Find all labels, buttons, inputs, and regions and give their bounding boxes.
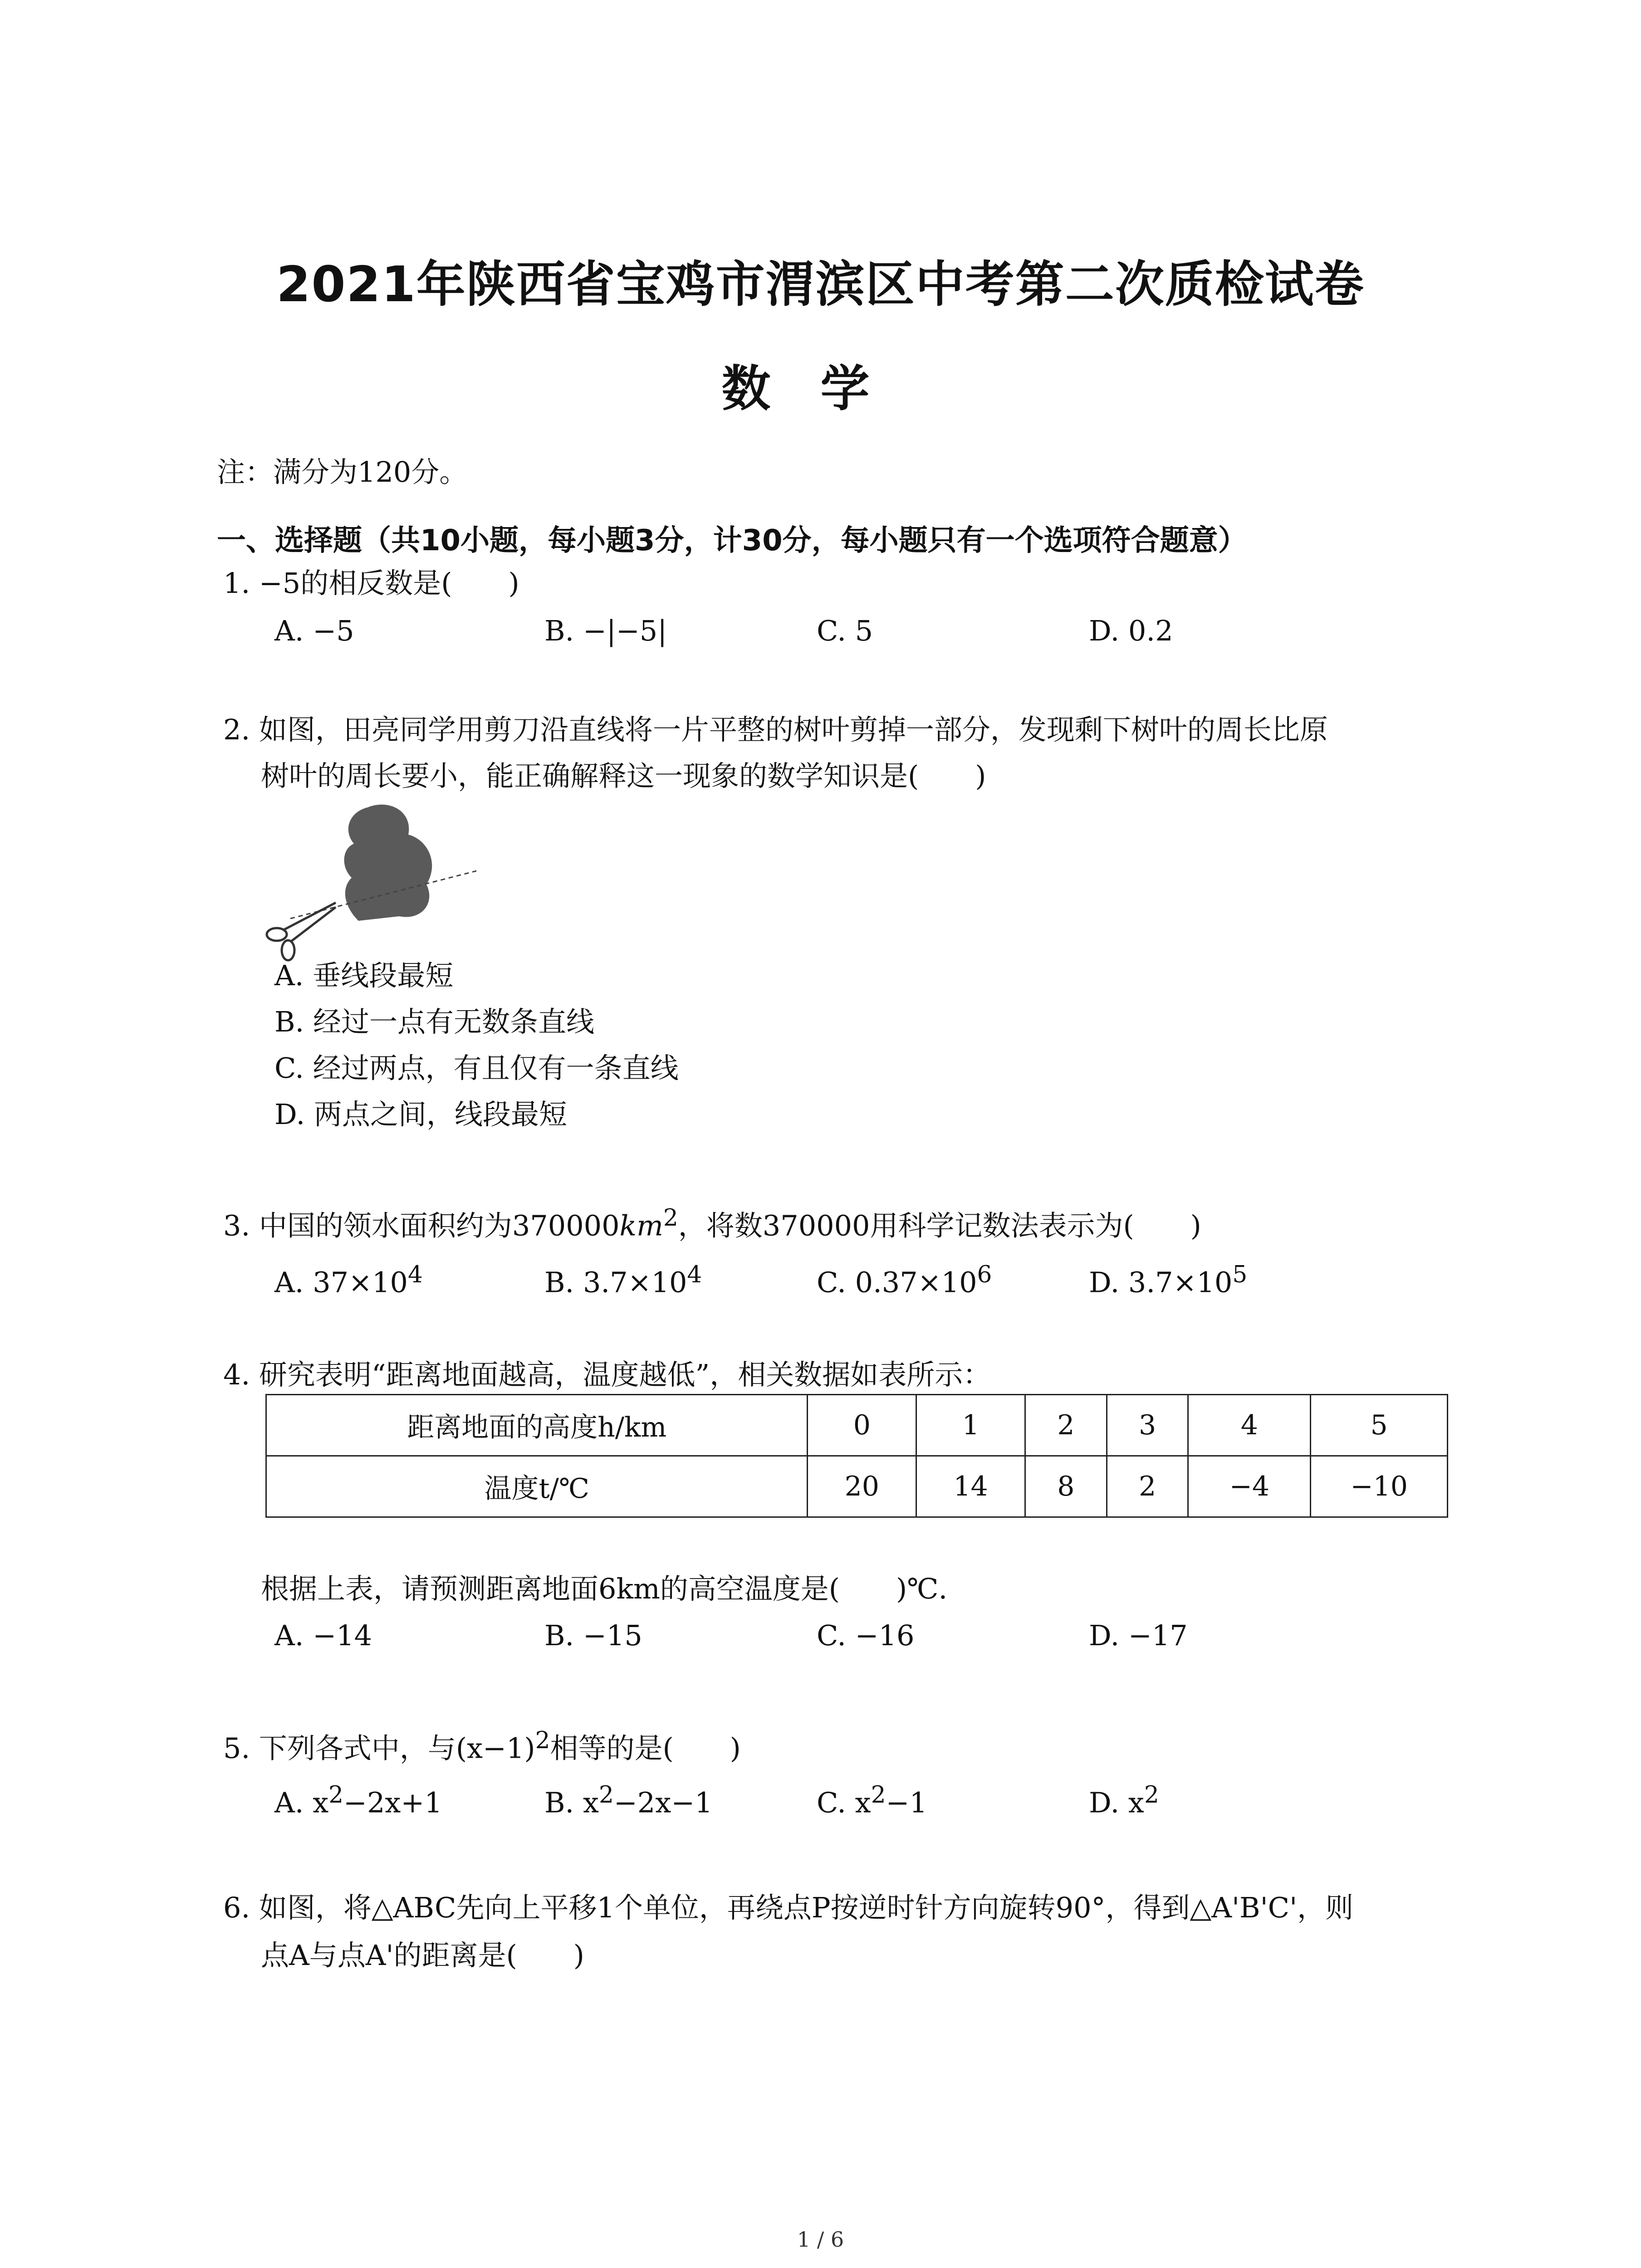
table-cell: 8 [1025,1456,1107,1517]
q2-option-c: C. 经过两点，有且仅有一条直线 [274,1051,679,1085]
table-cell: −4 [1188,1456,1311,1517]
table-cell: 0 [808,1395,916,1456]
table-header-height: 距离地面的高度h/km [266,1395,808,1456]
q4-option-b: B. −15 [544,1619,642,1652]
table-cell: 4 [1188,1395,1311,1456]
q4-option-a: A. −14 [274,1619,372,1652]
q3-stem: 3. 中国的领水面积约为$370000km^2$，将数370000用科学记数法表示为( ) [223,1204,1201,1242]
q1-option-d: D. 0.2 [1089,614,1173,647]
q4-option-d: D. −17 [1089,1619,1188,1652]
table-cell: 14 [916,1456,1025,1517]
q3-option-d: D. $3.7\times 10^5$ [1089,1261,1248,1299]
scissors-icon [267,903,336,960]
exam-title: 2021年陕西省宝鸡市渭滨区中考第二次质检试卷 [276,256,1365,313]
score-note: 注：满分为120分。 [217,455,468,489]
q2-option-d: D. 两点之间，线段最短 [274,1098,567,1131]
q1-option-b: B. −|−5| [544,614,667,647]
q2-stem-line2: 树叶的周长要小，能正确解释这一现象的数学知识是( ) [261,759,986,792]
q3-option-b: B. $3.7\times 10^4$ [544,1261,702,1299]
table-cell: 3 [1107,1395,1188,1456]
q1-option-a: A. −5 [274,614,354,647]
q5-option-c: C. $x^2-1$ [817,1781,927,1819]
q2-stem-line1: 2. 如图，田亮同学用剪刀沿直线将一片平整的树叶剪掉一部分，发现剩下树叶的周长比原 [223,713,1328,746]
table-cell: 2 [1107,1456,1188,1517]
table-cell: 2 [1025,1395,1107,1456]
q1-stem: 1. −5的相反数是( ) [223,567,519,600]
q3-option-a: A. $37\times 10^4$ [274,1261,423,1299]
q5-option-b: B. $x^2-2x-1$ [544,1781,713,1819]
q2-option-b: B. 经过一点有无数条直线 [274,1005,594,1038]
table-cell: 1 [916,1395,1025,1456]
table-header-temperature: 温度t/℃ [266,1456,808,1517]
q5-option-a: A. $x^2-2x+1$ [274,1781,442,1819]
leaf-shape [344,805,432,921]
table-cell: 5 [1311,1395,1448,1456]
table-cell: 20 [808,1456,916,1517]
table-row [266,1456,1448,1517]
table-cell: −10 [1311,1456,1448,1517]
subject-title: 数学 [721,361,920,417]
q1-option-c: C. 5 [817,614,873,647]
q3-option-c: C. $0.37\times 10^6$ [817,1261,992,1299]
q4-option-c: C. −16 [817,1619,915,1652]
q6-stem-line1: 6. 如图，将△ABC先向上平移1个单位，再绕点P按逆时针方向旋转90°，得到△A'B'C'，则 [223,1891,1354,1924]
leaf-scissors-figure [263,798,481,962]
q5-stem: 5. 下列各式中，与$(x-1)^2$相等的是( ) [223,1727,741,1765]
table-row [266,1395,1448,1456]
height-temperature-table [265,1394,1448,1518]
q2-option-a: A. 垂线段最短 [274,959,454,992]
section-heading: 一、选择题（共10小题，每小题3分，计30分，每小题只有一个选项符合题意） [217,524,1247,557]
page-number: 1 / 6 [797,2227,844,2252]
q4-followup: 根据上表，请预测距离地面6km的高空温度是( )℃. [261,1572,948,1605]
q5-option-d: D. $x^2$ [1089,1781,1159,1819]
q6-stem-line2: 点A与点A'的距离是( ) [261,1939,584,1972]
q4-stem: 4. 研究表明“距离地面越高，温度越低”，相关数据如表所示： [223,1358,991,1391]
